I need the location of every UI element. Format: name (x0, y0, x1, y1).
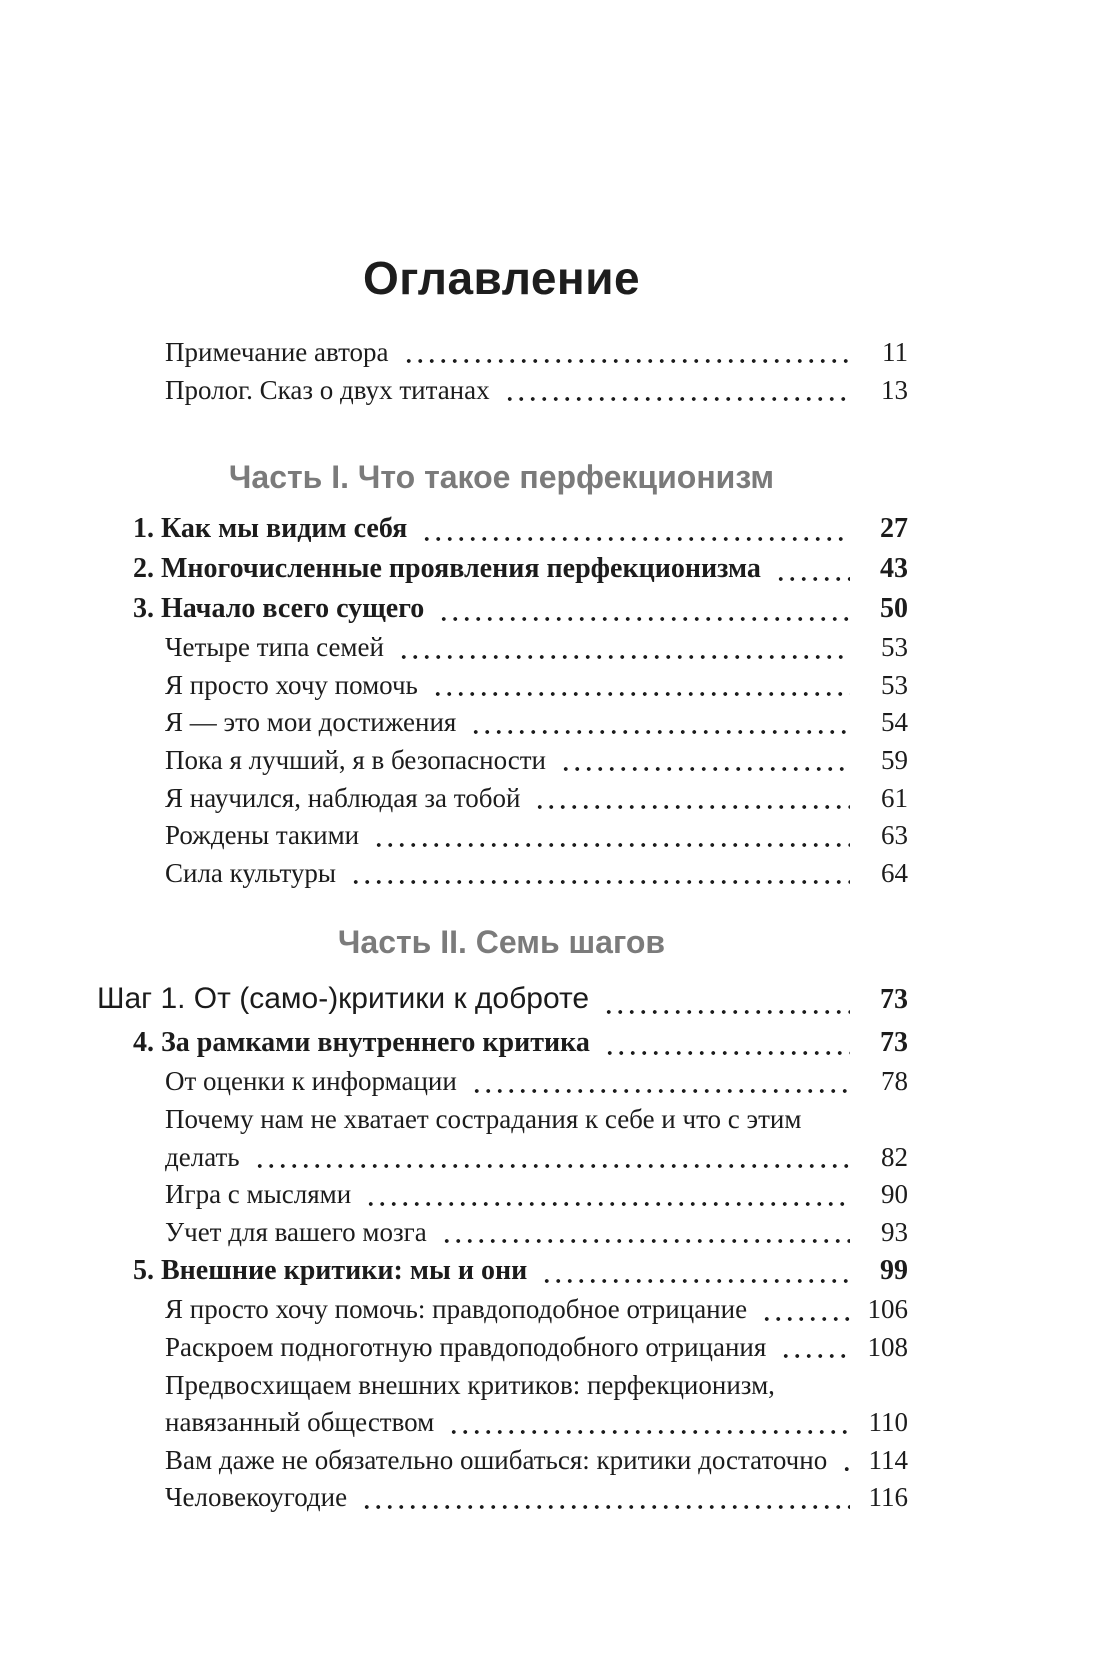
toc-row (95, 1251, 908, 1291)
toc-row (95, 855, 908, 893)
toc-leader-dots (604, 1023, 850, 1063)
toc-row-label: Предвосхищаем внешних критиков: перфекционизм, (165, 1369, 775, 1400)
toc-row (95, 742, 908, 780)
page-title: Оглавление (362, 252, 641, 304)
toc-page-number: 114 (868, 1444, 908, 1475)
toc-page-number: 90 (881, 1179, 908, 1210)
toc-page-number: 78 (881, 1066, 908, 1097)
toc-row (95, 1139, 908, 1177)
toc-page-number: 116 (868, 1482, 908, 1513)
toc-row-label: Вам даже не обязательно ошибаться: критики достаточно (165, 1444, 828, 1475)
toc-row-label: 4. За рамками внутреннего критика (133, 1027, 590, 1059)
toc-leader-dots (534, 780, 850, 818)
toc-leader-dots (365, 1176, 850, 1214)
toc-page-number: 64 (881, 857, 908, 888)
toc-row-label: Игра с мыслями (165, 1179, 352, 1210)
toc-page-number: 106 (867, 1294, 908, 1325)
toc-leader-dots (441, 1214, 850, 1252)
toc-row-label: Шаг 1. От (само-)критики к доброте (97, 982, 590, 1016)
toc-leader-dots (780, 1329, 850, 1367)
toc-row (95, 1367, 908, 1405)
toc-page-number: 82 (881, 1141, 908, 1172)
toc-row (95, 549, 908, 589)
toc-row (95, 1442, 908, 1480)
toc-row-label: Я просто хочу помочь: правдоподобное отрицание (165, 1294, 748, 1325)
toc-row-label: Я просто хочу помочь (165, 669, 418, 700)
toc-row (95, 704, 908, 742)
toc-row (95, 372, 908, 410)
toc-row-label: Четыре типа семей (165, 632, 384, 663)
toc-row (95, 1404, 908, 1442)
toc-part-header: Часть II. Семь шагов (337, 924, 666, 961)
toc-part-header: Часть I. Что такое перфекционизм (228, 459, 775, 496)
toc-page-number: 110 (868, 1407, 908, 1438)
toc-row-label: Я научился, наблюдая за тобой (165, 782, 521, 813)
toc-row (95, 629, 908, 667)
toc-page-number: 43 (880, 553, 908, 585)
toc-page-number: 59 (881, 744, 908, 775)
toc-row (95, 509, 908, 549)
toc-page-number: 73 (880, 984, 908, 1016)
toc-row-label: Я — это мои достижения (165, 707, 457, 738)
toc-row (95, 817, 908, 855)
toc-row-label: Пролог. Сказ о двух титанах (165, 374, 490, 405)
toc-page-number: 99 (880, 1255, 908, 1287)
toc-row-label: 5. Внешние критики: мы и они (133, 1255, 528, 1287)
toc-row (95, 1214, 908, 1252)
toc-row-label: От оценки к информации (165, 1066, 457, 1097)
toc-row (95, 589, 908, 629)
toc-row (95, 1291, 908, 1329)
toc-leader-dots (789, 1367, 850, 1405)
toc-page-number: 50 (880, 593, 908, 625)
toc-row-label: Раскроем подноготную правдоподобного отрицания (165, 1331, 767, 1362)
toc-leader-dots (421, 509, 850, 549)
toc-leader-dots (603, 976, 850, 1023)
toc-leader-dots (373, 817, 850, 855)
toc-page-number: 53 (881, 632, 908, 663)
toc-page-number: 54 (881, 707, 908, 738)
toc-leader-dots (398, 629, 850, 667)
toc-row-label: Человекоугодие (165, 1482, 348, 1513)
toc-row (95, 1329, 908, 1367)
toc-page-number: 93 (881, 1216, 908, 1247)
toc-page-number: 13 (881, 374, 908, 405)
toc-page-number: 63 (881, 820, 908, 851)
toc-row-label: Почему нам не хватает сострадания к себе и что с этим (165, 1103, 802, 1134)
toc-leader-dots (438, 589, 850, 629)
toc-row (95, 334, 908, 372)
toc-row (95, 780, 908, 818)
toc-row (95, 1023, 908, 1063)
toc-leader-dots (470, 704, 850, 742)
toc-row (95, 976, 908, 1023)
toc-leader-dots (841, 1442, 850, 1480)
toc-page-number: 73 (880, 1027, 908, 1059)
toc-row-label: Рождены такими (165, 820, 360, 851)
toc-row-label: Примечание автора (165, 337, 389, 367)
toc-leader-dots (403, 334, 850, 372)
toc-leader-dots (471, 1063, 850, 1101)
toc-page-number: 108 (867, 1331, 908, 1362)
toc-leader-dots (775, 549, 850, 589)
toc-row (95, 1176, 908, 1214)
toc-row-label: Пока я лучший, я в безопасности (165, 744, 546, 775)
toc-rows-container (95, 334, 908, 1517)
toc-leader-dots (504, 372, 850, 410)
toc-row-label: навязанный обществом (165, 1407, 435, 1438)
toc-row (95, 1101, 908, 1139)
toc-row-label: делать (165, 1141, 240, 1172)
toc-page-number: 61 (881, 782, 908, 813)
toc-row-label: 2. Многочисленные проявления перфекционизма (133, 553, 761, 585)
toc-leader-dots (448, 1404, 850, 1442)
toc-leader-dots (560, 742, 850, 780)
toc-leader-dots (761, 1291, 850, 1329)
toc-leader-dots (254, 1139, 850, 1177)
toc-leader-dots (432, 667, 850, 705)
toc-leader-dots (361, 1479, 850, 1517)
toc-row-label: 1. Как мы видим себя (133, 513, 408, 545)
toc-page-number: 11 (882, 337, 908, 367)
toc-row-label: 3. Начало всего сущего (133, 593, 425, 625)
toc-row-label: Сила культуры (165, 857, 337, 888)
toc-row (95, 667, 908, 705)
toc-leader-dots (541, 1251, 850, 1291)
toc-row (95, 1063, 908, 1101)
toc-page-number: 53 (881, 669, 908, 700)
toc-leader-dots (350, 855, 850, 893)
toc-row (95, 1479, 908, 1517)
toc-page-number: 27 (880, 513, 908, 545)
toc-row-label: Учет для вашего мозга (165, 1216, 427, 1247)
toc-leader-dots (815, 1101, 850, 1139)
